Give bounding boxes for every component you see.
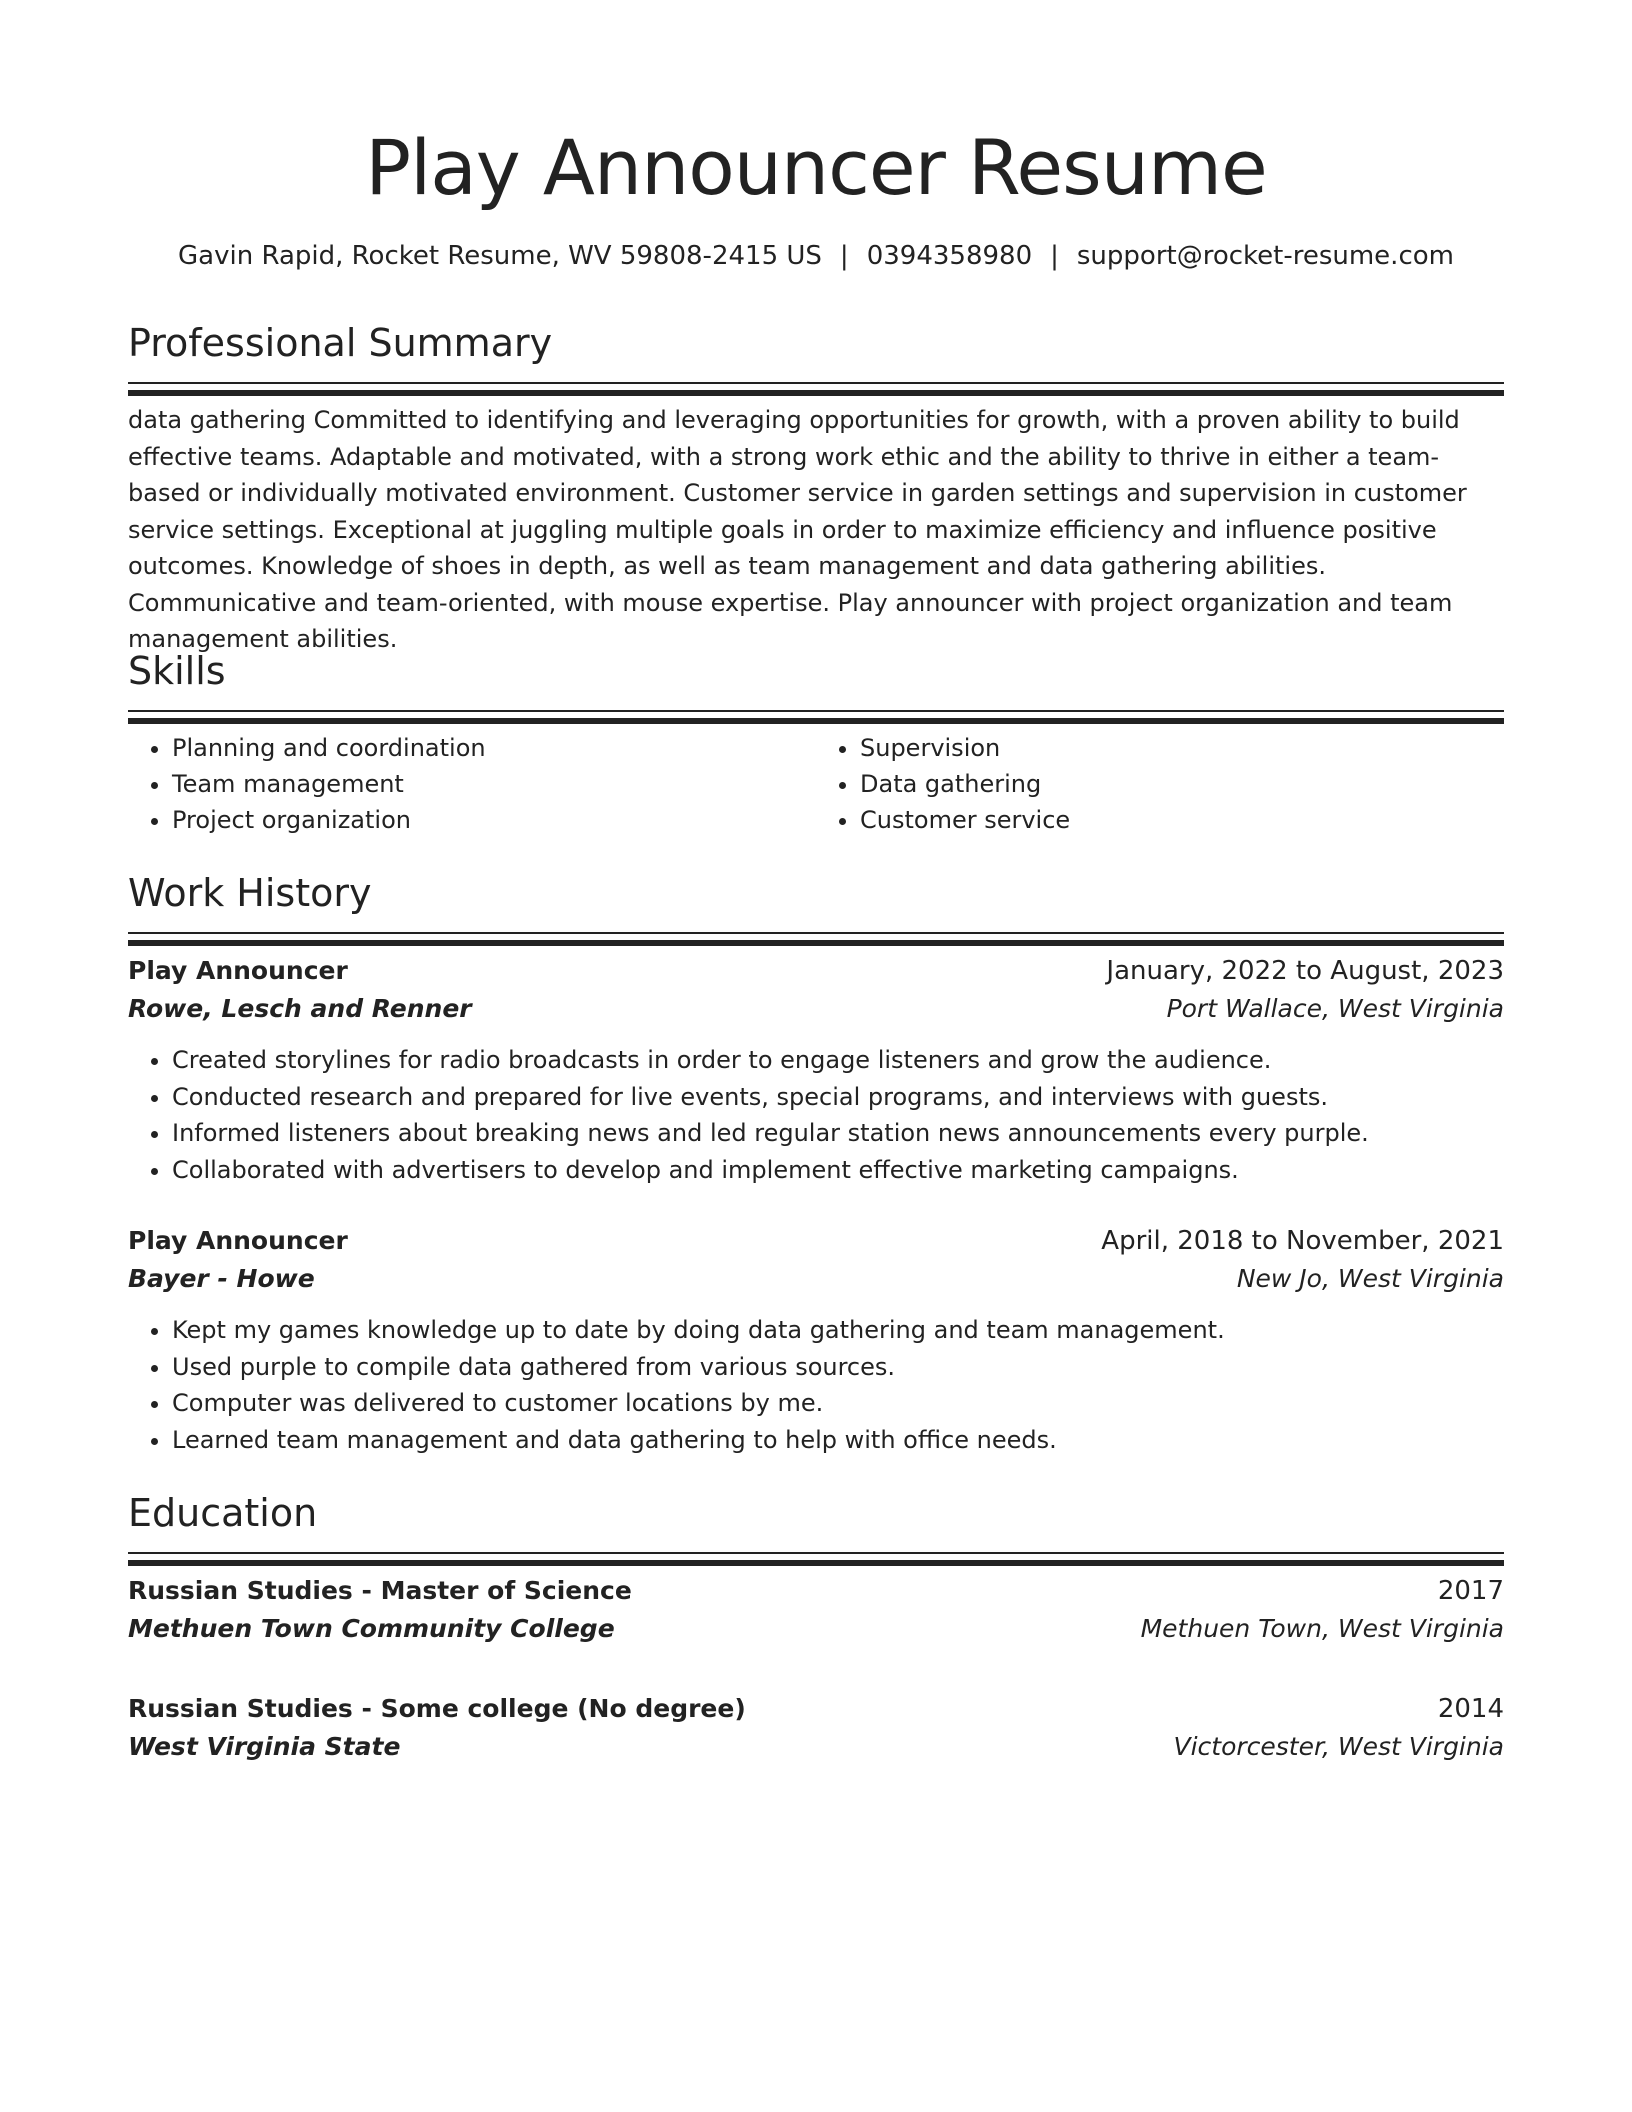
skills-grid bbox=[128, 730, 1504, 838]
contact-line bbox=[128, 238, 1504, 274]
job-bullets bbox=[128, 1042, 1504, 1188]
education-degree: Russian Studies - Some college (No degree) bbox=[128, 1694, 746, 1723]
job-bullet: • Kept my games knowledge up to date by doing data gathering and team management. bbox=[172, 1312, 1504, 1349]
education-year: 2014 bbox=[1437, 1694, 1504, 1724]
job-bullet: • Used purple to compile data gathered from various sources. bbox=[172, 1349, 1504, 1386]
job-title: Play Announcer bbox=[128, 956, 348, 985]
section-divider bbox=[128, 1552, 1504, 1554]
job-entry bbox=[128, 1222, 1504, 1458]
contact-separator: | bbox=[1050, 241, 1059, 271]
summary-section bbox=[128, 318, 1504, 658]
job-bullet: • Created storylines for radio broadcasts in order to engage listeners and grow the audience. bbox=[172, 1042, 1504, 1079]
section-divider bbox=[128, 710, 1504, 712]
job-bullet: • Computer was delivered to customer locations by me. bbox=[172, 1385, 1504, 1422]
skill-item: • Supervision bbox=[860, 730, 1504, 766]
job-bullet: • Informed listeners about breaking news and led regular station news announcements every purple. bbox=[172, 1115, 1504, 1152]
job-location: Port Wallace, West Virginia bbox=[1166, 994, 1504, 1023]
skills-heading: Skills bbox=[128, 649, 226, 693]
skill-item: • Customer service bbox=[860, 802, 1504, 838]
job-company: Rowe, Lesch and Renner bbox=[128, 994, 472, 1023]
education-school: West Virginia State bbox=[128, 1732, 401, 1761]
education-heading: Education bbox=[128, 1491, 318, 1535]
contact-email[interactable]: support@rocket-resume.com bbox=[1076, 241, 1454, 271]
work-history-section bbox=[128, 868, 1504, 1188]
skill-item: • Team management bbox=[172, 766, 816, 802]
education-section bbox=[128, 1488, 1504, 1648]
job-bullet: • Conducted research and prepared for live events, special programs, and interviews with guests. bbox=[172, 1079, 1504, 1116]
skills-section bbox=[128, 646, 1504, 838]
job-title: Play Announcer bbox=[128, 1226, 348, 1255]
skills-column-left bbox=[128, 730, 816, 838]
skill-item: • Project organization bbox=[172, 802, 816, 838]
contact-address: Gavin Rapid, Rocket Resume, WV 59808-2415 US bbox=[178, 241, 822, 271]
page-title: Play Announcer Resume bbox=[365, 123, 1267, 212]
education-entry bbox=[128, 1572, 1504, 1648]
summary-text: data gathering Committed to identifying and leveraging opportunities for growth, with a proven ability to build effective teams. Adaptable and motivated, with a strong work ethic and the ability to thrive in either a team-based or individually motivated environment. Customer service in garden settings and supervision in customer service settings. Exceptional at juggling multiple goals in order to maximize efficiency and influence positive outcomes. Knowledge of shoes in depth, as well as team management and data gathering abilities. Communicative and team-oriented, with mouse expertise. Play announcer with project organization and team management abilities. bbox=[128, 406, 1467, 653]
job-entry bbox=[128, 952, 1504, 1188]
job-company: Bayer - Howe bbox=[128, 1264, 315, 1293]
resume-page bbox=[128, 0, 1504, 1761]
section-divider bbox=[128, 932, 1504, 934]
job-location: New Jo, West Virginia bbox=[1236, 1264, 1504, 1293]
education-location: Victorcester, West Virginia bbox=[1173, 1732, 1504, 1761]
contact-separator: | bbox=[839, 241, 849, 271]
job-bullet: • Collaborated with advertisers to develop and implement effective marketing campaigns. bbox=[172, 1152, 1504, 1189]
skill-item: • Planning and coordination bbox=[172, 730, 816, 766]
work-history-heading: Work History bbox=[128, 871, 372, 915]
section-divider bbox=[128, 382, 1504, 384]
education-school: Methuen Town Community College bbox=[128, 1614, 615, 1643]
skills-column-right bbox=[816, 730, 1504, 838]
summary-heading: Professional Summary bbox=[128, 321, 553, 365]
job-bullet: • Learned team management and data gathering to help with office needs. bbox=[172, 1422, 1504, 1459]
education-year: 2017 bbox=[1437, 1576, 1504, 1606]
contact-phone: 0394358980 bbox=[866, 241, 1033, 271]
education-entry bbox=[128, 1690, 1504, 1766]
job-bullets bbox=[128, 1312, 1504, 1458]
education-degree: Russian Studies - Master of Science bbox=[128, 1576, 632, 1605]
education-location: Methuen Town, West Virginia bbox=[1140, 1614, 1504, 1643]
job-dates: April, 2018 to November, 2021 bbox=[1101, 1226, 1504, 1256]
job-dates: January, 2022 to August, 2023 bbox=[1106, 956, 1504, 986]
skill-item: • Data gathering bbox=[860, 766, 1504, 802]
